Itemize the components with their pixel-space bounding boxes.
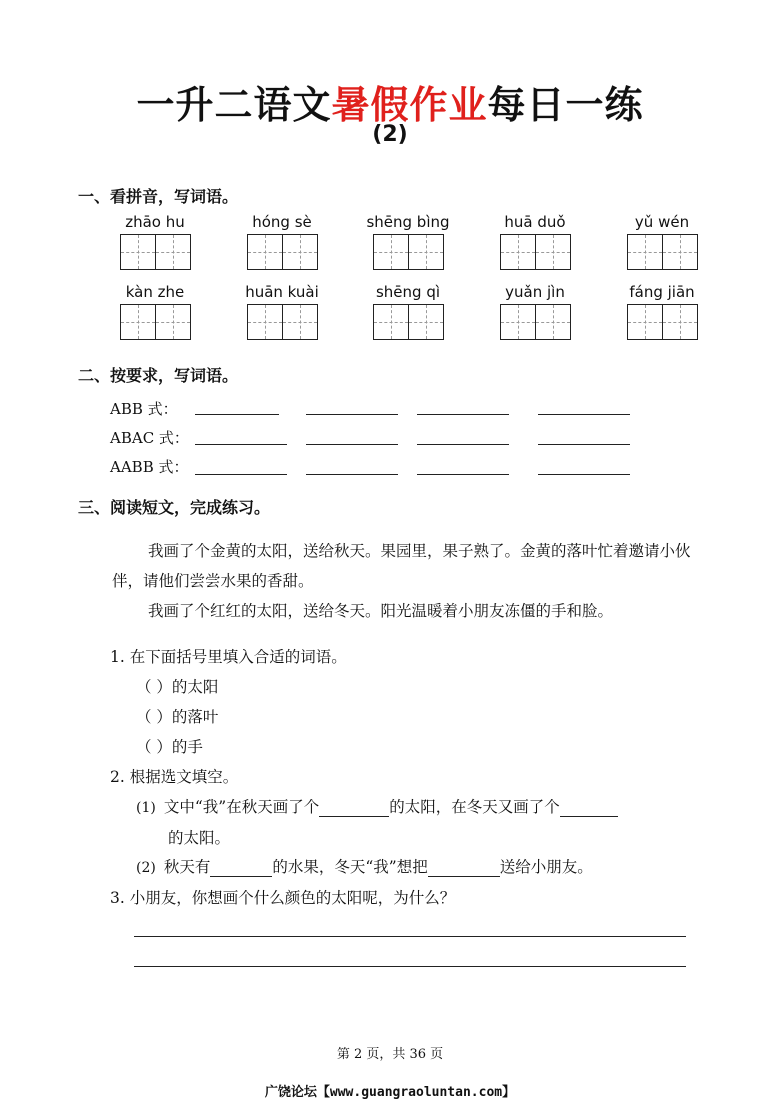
- pinyin-word-item: [237, 212, 327, 270]
- page-number: 第 2 页，共 36 页: [336, 1047, 444, 1062]
- page-title: 一升二语文暑假作业每日一练: [136, 83, 644, 127]
- writing-box[interactable]: [247, 304, 283, 340]
- question-2: 2. 根据选文填空。: [110, 768, 239, 786]
- pinyin-label: fáng jiān: [629, 283, 695, 301]
- writing-box[interactable]: [409, 234, 444, 270]
- pinyin-label: yuǎn jìn: [505, 283, 565, 301]
- question-2-sub-2: [136, 855, 593, 877]
- sub-1-number: (1): [136, 800, 156, 816]
- sub-2-text-b: 的水果，冬天“我”想把: [272, 858, 428, 876]
- answer-blank[interactable]: [560, 800, 618, 817]
- answer-line[interactable]: [134, 936, 686, 937]
- pinyin-word-item: [363, 282, 453, 340]
- section2-heading: 二、按要求，写词语。: [78, 366, 239, 385]
- pinyin-label: yǔ wén: [634, 213, 690, 231]
- question-1: 1. 在下面括号里填入合适的词语。: [110, 648, 347, 666]
- pinyin-word-item: [237, 282, 327, 340]
- writing-box[interactable]: [536, 304, 571, 340]
- writing-box[interactable]: [627, 304, 663, 340]
- pinyin-word-item: [110, 282, 200, 340]
- question-1-item-1: （ ）的太阳: [136, 678, 219, 696]
- pinyin-label: huā duǒ: [504, 213, 566, 231]
- answer-line[interactable]: [134, 966, 686, 967]
- writing-box[interactable]: [536, 234, 571, 270]
- pinyin-label: huān kuài: [245, 283, 319, 301]
- writing-box[interactable]: [373, 304, 409, 340]
- writing-box[interactable]: [500, 304, 536, 340]
- word-blank[interactable]: [306, 414, 398, 415]
- writing-box[interactable]: [627, 234, 663, 270]
- sub-1-text-b: 的太阳，在冬天又画了个: [389, 798, 560, 816]
- pinyin-label: hóng sè: [252, 213, 312, 231]
- pinyin-word-item: [110, 212, 200, 270]
- writing-box[interactable]: [663, 304, 698, 340]
- writing-box[interactable]: [409, 304, 444, 340]
- answer-blank[interactable]: [319, 800, 389, 817]
- pinyin-word-item: [490, 212, 580, 270]
- word-blank[interactable]: [538, 474, 630, 475]
- page-subtitle: (2): [372, 122, 408, 147]
- pinyin-label: kàn zhe: [125, 283, 185, 301]
- pinyin-word-item: [617, 282, 707, 340]
- word-blank[interactable]: [306, 444, 398, 445]
- word-blank[interactable]: [417, 414, 509, 415]
- word-blank[interactable]: [195, 444, 287, 445]
- writing-box[interactable]: [373, 234, 409, 270]
- question-1-item-2: （ ）的落叶: [136, 708, 219, 726]
- aabb-label: AABB 式：: [110, 458, 189, 476]
- question-2-sub-1: [136, 795, 618, 817]
- pinyin-label: zhāo hu: [125, 213, 185, 231]
- passage-paragraph-1: 我画了个金黄的太阳，送给秋天。果园里，果子熟了。金黄的落叶忙着邀请小伙伴，请他们尝尝水果的香甜。: [112, 542, 691, 590]
- word-blank[interactable]: [417, 444, 509, 445]
- question-3: 3. 小朋友，你想画个什么颜色的太阳呢，为什么？: [110, 889, 456, 907]
- writing-box[interactable]: [156, 234, 191, 270]
- abb-label: ABB 式：: [110, 400, 178, 418]
- answer-blank[interactable]: [428, 860, 500, 877]
- writing-box[interactable]: [500, 234, 536, 270]
- site-credit: 广饶论坛【www.guangraoluntan.com】: [264, 1085, 516, 1100]
- word-blank[interactable]: [538, 414, 630, 415]
- section1-heading: 一、看拼音，写词语。: [78, 187, 239, 206]
- writing-box[interactable]: [247, 234, 283, 270]
- sub-1-text-a: 文中“我”在秋天画了个: [163, 798, 320, 816]
- sub-2-number: (2): [136, 860, 156, 876]
- pinyin-word-item: [363, 212, 453, 270]
- sub-2-text-c: 送给小朋友。: [499, 858, 593, 876]
- abac-label: ABAC 式：: [110, 429, 189, 447]
- word-blank[interactable]: [417, 474, 509, 475]
- pinyin-word-item: [490, 282, 580, 340]
- pinyin-word-item: [617, 212, 707, 270]
- writing-box[interactable]: [156, 304, 191, 340]
- passage-paragraph-2: 我画了个红红的太阳，送给冬天。阳光温暖着小朋友冻僵的手和脸。: [148, 602, 614, 620]
- word-blank[interactable]: [195, 474, 287, 475]
- pinyin-label: shēng bìng: [366, 213, 450, 231]
- writing-box[interactable]: [283, 304, 318, 340]
- writing-box[interactable]: [663, 234, 698, 270]
- question-1-item-3: （ ）的手: [136, 738, 203, 756]
- sub-2-text-a: 秋天有: [163, 858, 211, 876]
- word-blank[interactable]: [538, 444, 630, 445]
- answer-blank[interactable]: [210, 860, 272, 877]
- writing-box[interactable]: [120, 304, 156, 340]
- question-2-sub-1-cont: 的太阳。: [168, 829, 231, 847]
- word-blank[interactable]: [306, 474, 398, 475]
- section3-heading: 三、阅读短文，完成练习。: [78, 498, 271, 517]
- writing-box[interactable]: [120, 234, 156, 270]
- word-blank[interactable]: [195, 414, 279, 415]
- writing-box[interactable]: [283, 234, 318, 270]
- pinyin-label: shēng qì: [375, 283, 441, 301]
